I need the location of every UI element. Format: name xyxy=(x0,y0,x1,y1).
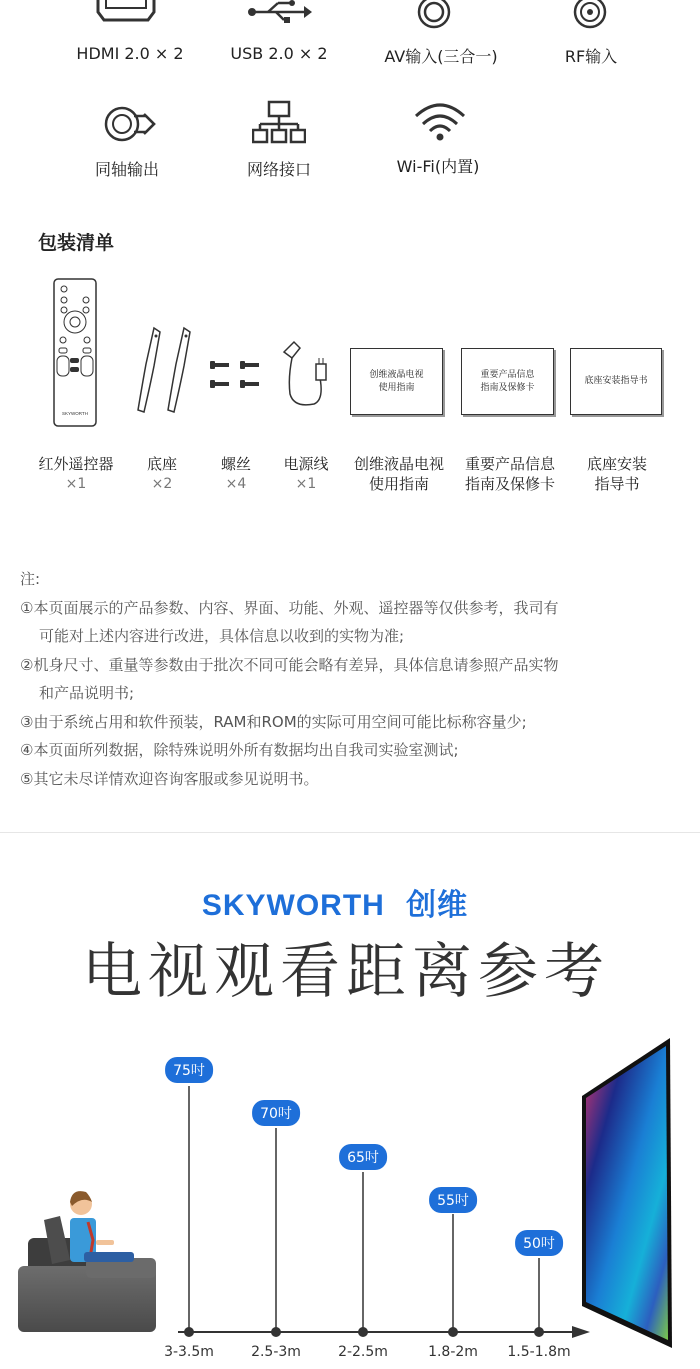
brand-logo: SKYWORTH 创维 xyxy=(201,889,469,922)
rf-input-icon xyxy=(570,0,610,32)
package-item-warranty-card: 重要产品信息 指南及保修卡 xyxy=(464,455,556,493)
user-guide-booklet: 创维液晶电视 使用指南 xyxy=(350,348,443,415)
warranty-card-booklet: 重要产品信息 指南及保修卡 xyxy=(461,348,554,415)
usb-icon xyxy=(246,0,312,24)
note-line: 可能对上述内容进行改进，具体信息以收到的实物为准; xyxy=(39,627,405,645)
note-line: 和产品说明书; xyxy=(39,684,135,702)
remote-control-image xyxy=(52,278,98,428)
remote-logo: SKYWORTH xyxy=(62,411,88,416)
port-label-av: AV输入(三合一) xyxy=(384,47,498,66)
note-line: ④本页面所列数据，除特殊说明外所有数据均出自我司实验室测试; xyxy=(20,741,459,759)
stand-install-guide-booklet: 底座安装指导书 xyxy=(570,348,662,415)
size-badge-70: 70吋 xyxy=(252,1100,300,1126)
package-item-user-guide: 创维液晶电视 使用指南 xyxy=(353,455,445,493)
distance-label-75: 3-3.5m xyxy=(164,1344,214,1360)
size-badge-65: 65吋 xyxy=(339,1144,387,1170)
coaxial-output-icon xyxy=(104,104,162,144)
port-label-wifi: Wi-Fi(内置) xyxy=(396,157,480,176)
screws-image xyxy=(208,358,266,392)
package-item-screws: 螺丝 ×4 xyxy=(220,455,252,492)
hdmi-icon xyxy=(96,0,156,24)
distance-axis xyxy=(178,1326,590,1338)
power-cord-image xyxy=(280,338,334,412)
port-label-coaxial: 同轴输出 xyxy=(94,160,160,179)
distance-label-70: 2.5-3m xyxy=(251,1344,301,1360)
distance-label-65: 2-2.5m xyxy=(338,1344,388,1360)
package-item-stand: 底座 ×2 xyxy=(146,455,178,492)
package-item-install-guide: 底座安装 指导书 xyxy=(586,455,648,493)
distance-markers xyxy=(184,1086,544,1337)
size-badge-75: 75吋 xyxy=(165,1057,213,1083)
package-item-remote: 红外遥控器 ×1 xyxy=(38,455,114,492)
notes-heading: 注: xyxy=(20,570,41,588)
package-item-power-cord: 电源线 ×1 xyxy=(283,455,329,492)
stand-image xyxy=(134,326,200,416)
notes-section xyxy=(20,565,690,793)
note-line: ②机身尺寸、重量等参数由于批次不同可能会略有差异，具体信息请参照产品实物 xyxy=(20,655,559,674)
section-divider xyxy=(0,832,700,833)
note-line: ①本页面展示的产品参数、内容、界面、功能、外观、遥控器等仅供参考，我司有 xyxy=(20,598,559,617)
person-image xyxy=(70,1191,134,1262)
note-line: ③由于系统占用和软件预装，RAM和ROM的实际可用空间可能比标称容量少; xyxy=(20,712,527,731)
distance-label-55: 1.8-2m xyxy=(428,1344,478,1360)
page-title: 电视观看距离参考 xyxy=(82,937,610,1007)
port-label-network: 网络接口 xyxy=(246,160,312,179)
port-label-usb: USB 2.0 × 2 xyxy=(230,44,328,63)
port-label-hdmi: HDMI 2.0 × 2 xyxy=(76,44,184,63)
size-badge-50: 50吋 xyxy=(515,1230,563,1256)
tv-image xyxy=(582,1038,672,1348)
note-line: ⑤其它未尽详情欢迎咨询客服或参见说明书。 xyxy=(20,769,319,788)
size-badge-55: 55吋 xyxy=(429,1187,477,1213)
wifi-icon xyxy=(412,100,468,142)
network-icon xyxy=(252,100,306,146)
package-title: 包装清单 xyxy=(38,232,115,254)
port-label-rf: RF输入 xyxy=(564,47,618,66)
av-input-icon xyxy=(414,0,454,32)
distance-label-50: 1.5-1.8m xyxy=(507,1344,571,1360)
viewing-distance-illustration xyxy=(0,1030,700,1369)
